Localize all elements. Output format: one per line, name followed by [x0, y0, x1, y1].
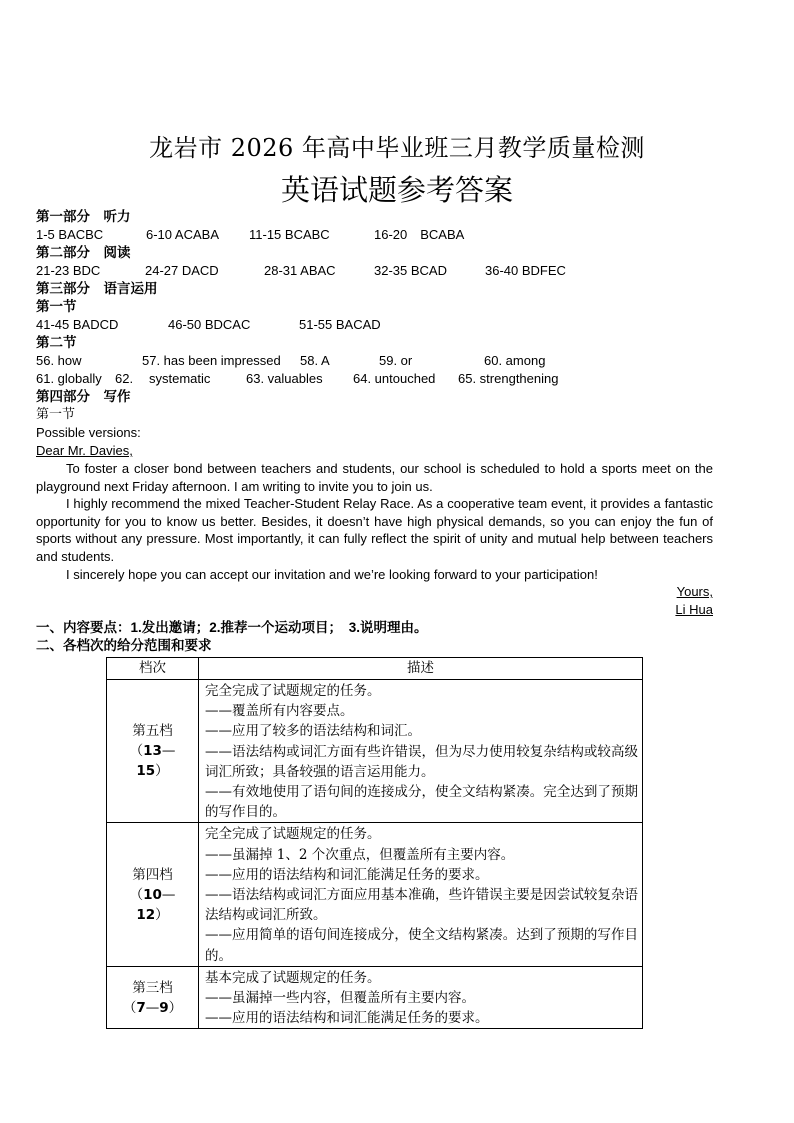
document-title: 龙岩市 2026 年高中毕业班三月教学质量检测: [149, 134, 645, 162]
description-line: ——应用的语法结构和词汇能满足任务的要求。: [205, 1010, 489, 1027]
part1-answers: [36, 226, 713, 244]
answer-group: 36-40 BDFEC: [485, 263, 566, 278]
range-min: 13: [143, 743, 162, 760]
possible-versions-label: Possible versions:: [36, 425, 141, 440]
description-cell: [199, 680, 643, 823]
part3-section2-answers-row2: [36, 370, 713, 388]
range-bracket: （: [129, 886, 144, 903]
answer-group: 32-35 BCAD: [374, 263, 447, 278]
description-line: ——应用的语法结构和词汇能满足任务的要求。: [205, 866, 489, 883]
range-bracket: ）: [155, 763, 169, 780]
description-cell: [199, 823, 643, 966]
part4-section-label: 第一节: [36, 407, 76, 422]
level-cell: [107, 966, 199, 1029]
letter-paragraph: I sincerely hope you can accept our invitation and we’re looking forward to your participation!: [66, 566, 598, 582]
answer-item: 58. A: [300, 353, 330, 368]
range-min: 10: [143, 886, 162, 903]
answer-group: 6-10 ACABA: [146, 227, 219, 242]
level-range-end: [107, 761, 198, 781]
answer-group: 21-23 BDC: [36, 263, 101, 278]
description-line: 完全完成了试题规定的任务。: [205, 826, 381, 843]
range-dash: —: [161, 743, 176, 760]
part3-section1-answers: [36, 316, 713, 334]
level-cell: [107, 680, 199, 823]
level-name: 第三档: [132, 979, 173, 996]
part3-heading: 第三部分 语言运用: [36, 281, 158, 296]
answer-content: [36, 208, 713, 655]
table-row: [107, 680, 643, 823]
answer-group: 16-20 BCABA: [374, 227, 465, 242]
description-line: 基本完成了试题规定的任务。: [205, 969, 381, 986]
level-range: [107, 741, 198, 761]
part3-section2-heading: 第二节: [36, 335, 77, 350]
answer-group: 46-50 BDCAC: [168, 317, 251, 332]
answer-group: 28-31 ABAC: [264, 263, 336, 278]
answer-item: systematic: [149, 371, 211, 386]
range-dash: —: [161, 886, 176, 903]
description-line: ——虽漏掉一些内容，但覆盖所有主要内容。: [205, 990, 475, 1007]
answer-item: 63. valuables: [246, 371, 323, 386]
answer-group: 1-5 BACBC: [36, 227, 104, 242]
header-level: 档次: [107, 658, 199, 680]
level-range: [107, 885, 198, 905]
part2-heading: 第二部分 阅读: [36, 245, 131, 260]
range-min: 7: [136, 999, 146, 1016]
table-header-row: [107, 658, 643, 680]
range-dash: —: [145, 999, 160, 1016]
scoring-table: [106, 657, 643, 1029]
document-subtitle: 英语试题参考答案: [280, 173, 513, 207]
letter-closing: Yours,: [676, 584, 713, 600]
answer-item: 59. or: [379, 353, 413, 368]
level-cell: [107, 823, 199, 966]
score-levels-heading: 二、各档次的给分范围和要求: [36, 638, 212, 654]
description-cell: [199, 966, 643, 1029]
range-max: 15: [136, 763, 156, 780]
range-bracket: （: [129, 743, 144, 760]
description-line: ——覆盖所有内容要点。: [205, 703, 354, 720]
description-line: ——虽漏掉 1、2 个次重点，但覆盖所有主要内容。: [205, 846, 515, 863]
answer-group: 24-27 DACD: [145, 263, 219, 278]
answer-item: 64. untouched: [353, 371, 436, 386]
part2-answers: [36, 262, 713, 280]
description-line: ——应用简单的语句间连接成分，使全文结构紧凑。达到了预期的写作目的。: [205, 927, 638, 964]
answer-item: 60. among: [484, 353, 546, 368]
level-range: [107, 998, 198, 1018]
range-bracket: ）: [155, 906, 169, 923]
letter-salutation: Dear Mr. Davies,: [36, 443, 133, 458]
answer-item: 57. has been impressed: [142, 353, 281, 368]
description-line: ——语法结构或词汇方面有些许错误，但为尽力使用较复杂结构或较高级词汇所致；具备较强的语言运用能力。: [205, 743, 638, 780]
description-line: ——应用了较多的语法结构和词汇。: [205, 723, 421, 740]
level-name: 第四档: [132, 866, 173, 883]
header-description: 描述: [199, 658, 643, 680]
part3-section1-heading: 第一节: [36, 299, 77, 314]
answer-group: 51-55 BACAD: [299, 317, 381, 332]
description-line: 完全完成了试题规定的任务。: [205, 683, 381, 699]
letter-paragraph: I highly recommend the mixed Teacher-Student Relay Race. As a cooperative team event, it provides a fantastic opportunity for you to know us better. Besides, it doesn’t have high physical demands, so you can enjoy the fun of sports without any pressure. Most importantly, it can fully reflect the spirit of unity and mutual help between teachers and students.: [36, 496, 713, 564]
part4-heading: 第四部分 写作: [36, 389, 131, 404]
letter-signature: Li Hua: [675, 602, 713, 618]
answer-item: 62.: [115, 371, 134, 386]
table-row: [107, 966, 643, 1029]
description-line: ——有效地使用了语句间的连接成分，使全文结构紧凑。完全达到了预期的写作目的。: [205, 784, 638, 821]
range-max: 9: [159, 999, 169, 1016]
answer-group: 41-45 BADCD: [36, 317, 119, 332]
letter-paragraph: To foster a closer bond between teachers and students, our school is scheduled to hold a sports meet on the playground next Friday afternoon. I am writing to invite you to join us.: [36, 461, 713, 494]
level-range-end: [107, 905, 198, 925]
range-max: 12: [136, 906, 156, 923]
range-bracket: ）: [168, 999, 183, 1016]
part1-heading: 第一部分 听力: [36, 209, 131, 224]
description-line: ——语法结构或词汇方面应用基本准确，些许错误主要是因尝试较复杂语法结构或词汇所致。: [205, 887, 638, 924]
answer-item: 56. how: [36, 353, 82, 368]
range-bracket: （: [122, 999, 137, 1016]
answer-group: 11-15 BCABC: [249, 227, 330, 242]
content-points-heading: 一、内容要点：1.发出邀请；2.推荐一个运动项目； 3.说明理由。: [36, 620, 428, 636]
answer-item: 65. strengthening: [458, 371, 559, 386]
level-name: 第五档: [132, 723, 173, 740]
table-row: [107, 823, 643, 966]
answer-item: 61. globally: [36, 371, 102, 386]
part3-section2-answers-row1: [36, 352, 713, 370]
